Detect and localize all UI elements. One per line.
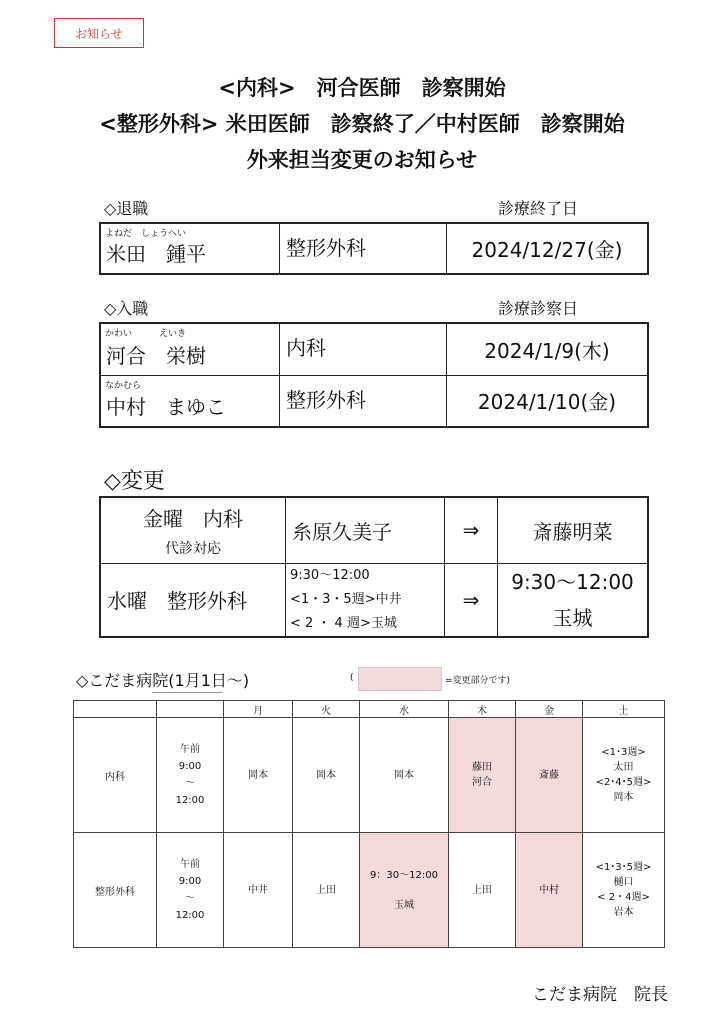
legend-swatch [358,667,442,691]
time-label: 午前 [180,744,200,755]
change-sub-label: 代診対応 [165,540,221,557]
header-day: 金 [516,701,583,718]
schedule-cell-line: <2･4･5週> [595,777,652,788]
retire-heading: ◇退職 [104,199,149,218]
table-row [100,375,648,427]
header-day: 火 [293,701,360,718]
header-day: 木 [449,701,516,718]
name-cell [100,323,280,375]
schedule-cell-line: 岩本 [613,907,634,918]
change-from-cell [286,563,445,637]
table-row [74,833,665,948]
header-day: 月 [224,701,293,718]
schedule-cell-line: 中井 [248,884,268,896]
time-sep: 〜 [185,778,195,789]
retire-table [99,222,649,275]
doctor-name: 米田 鍾平 [106,242,206,266]
change-label: 金曜 内科 [143,506,243,531]
change-label-cell: 水曜 整形外科 [100,563,286,637]
schedule-cell-line: 9：30〜12:00 [370,869,438,881]
name-cell [100,375,280,427]
change-from-cell: 糸原久美子 [286,497,445,563]
to-time: 9:30〜12:00 [511,569,634,594]
time-cell [157,833,224,948]
title-line-3: 外来担当変更のお知らせ [246,148,478,172]
schedule-table [73,700,665,948]
change-table [99,496,649,638]
schedule-cell [449,833,516,948]
header-blank [157,701,224,718]
schedule-cell-line: 岡本 [613,792,634,803]
time-label: 午前 [180,859,200,870]
dept-cell [280,223,447,274]
time-start: 9:00 [178,761,202,772]
schedule-cell-line: 中村 [539,884,559,896]
dept-name: 内科 [286,336,326,360]
schedule-cell-line: 岡本 [316,769,336,781]
date-cell: 2024/1/10(金) [447,375,649,427]
header-blank [74,701,157,718]
dept-cell [280,375,447,427]
time-end: 12:00 [175,910,205,921]
dept-cell: 内科 [74,718,157,833]
schedule-cell-line: 斎藤 [539,769,559,781]
change-to-cell: 斎藤明菜 [498,497,649,563]
title-line-1: <内科> 河合医師 診察開始 [218,76,506,100]
change-label-cell [100,497,286,563]
doctor-name: 中村 まゆこ [106,395,226,419]
time-start: 9:00 [178,876,202,887]
schedule-cell [449,718,516,833]
legend-text: =変更部分です) [445,676,511,686]
arrow-cell: ⇒ [445,497,498,563]
schedule-cell [583,833,665,948]
from-week-1: <1・3・5週>中井 [290,591,402,607]
schedule-cell-line: 玉城 [394,899,414,911]
schedule-header-row [74,701,665,718]
notice-badge: お知らせ [54,18,144,48]
heading-underline [152,692,222,693]
from-time: 9:30〜12:00 [290,567,370,583]
time-end: 12:00 [175,795,205,806]
schedule-cell [360,833,449,948]
dept-name: 整形外科 [286,236,366,260]
schedule-cell-line: 上田 [316,884,336,896]
schedule-cell-line: 岡本 [248,769,268,781]
join-date-heading: 診療診察日 [498,299,579,318]
table-row [100,223,648,274]
signature: こだま病院 院長 [532,985,668,1005]
header-day: 水 [360,701,449,718]
table-row [74,718,665,833]
dept-cell [280,323,447,375]
schedule-cell [516,833,583,948]
date-cell: 2024/1/9(木) [447,323,649,375]
table-row [100,497,648,563]
time-cell [157,718,224,833]
schedule-heading: ◇こだま病院(1月1日〜) [76,671,250,690]
change-to-cell [498,563,649,637]
change-heading: ◇変更 [104,469,165,494]
table-row [100,323,648,375]
schedule-cell [583,718,665,833]
name-ruby: なかむら [105,380,142,391]
retire-date-heading: 診療終了日 [498,199,579,218]
from-week-2: < 2 ・ 4 週>玉城 [290,615,397,631]
time-sep: 〜 [185,893,195,904]
schedule-cell [293,833,360,948]
schedule-cell [224,718,293,833]
name-cell [100,223,280,274]
dept-cell: 整形外科 [74,833,157,948]
name-ruby: よねだ しょうへい [105,229,187,239]
schedule-cell-line [360,883,448,898]
schedule-cell [293,718,360,833]
schedule-cell-line: <1･3週> [601,747,646,758]
name-ruby: かわい えいき [105,329,187,339]
schedule-cell-line: 上田 [472,884,492,896]
doctor-name: 河合 栄樹 [106,343,206,368]
join-table [99,322,649,428]
schedule-cell-line: <1･3･5週> [595,862,652,873]
title-line-2: <整形外科> 米田医師 診察終了／中村医師 診察開始 [99,112,625,136]
to-name: 玉城 [552,605,593,630]
table-row [100,563,648,637]
schedule-cell-line: 樋口 [613,877,634,888]
schedule-cell-line: 岡本 [394,769,414,781]
schedule-cell [516,718,583,833]
schedule-cell-line: 河合 [472,777,492,788]
schedule-cell-line: 藤田 [472,762,492,773]
arrow-cell: ⇒ [445,563,498,637]
schedule-cell [360,718,449,833]
schedule-cell [224,833,293,948]
header-day: 土 [583,701,665,718]
date-cell: 2024/12/27(金) [447,223,649,274]
schedule-cell-line: < 2・4週> [597,892,650,903]
dept-name: 整形外科 [286,387,366,412]
schedule-cell-line: 太田 [613,762,634,773]
legend-open: ( [350,673,354,683]
join-heading: ◇入職 [104,299,149,318]
